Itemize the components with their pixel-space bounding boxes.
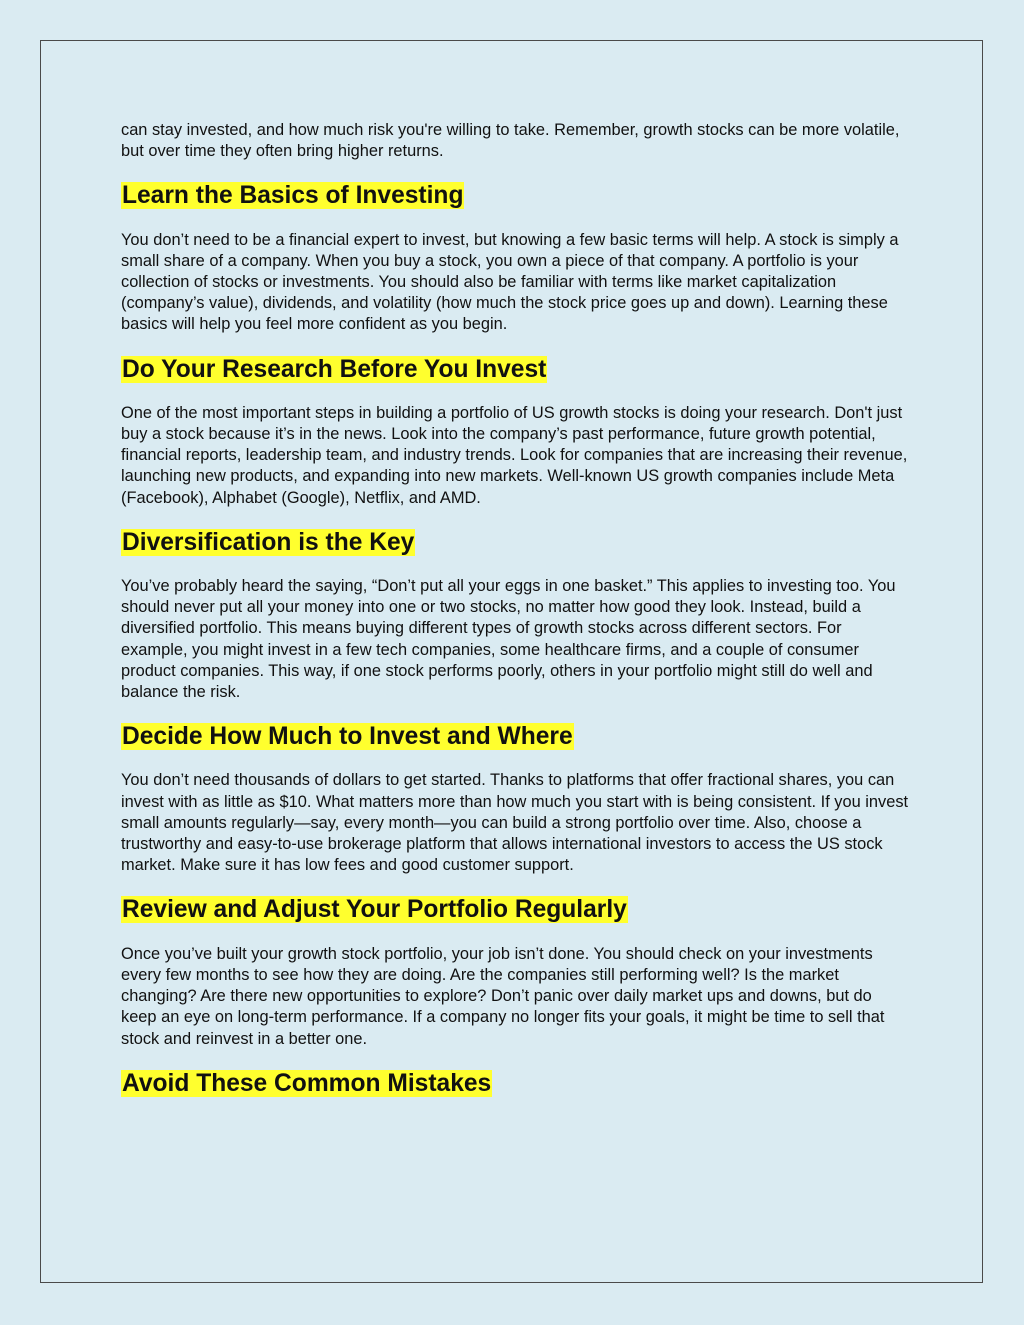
section-body-research: One of the most important steps in building a portfolio of US growth stocks is doing your research. Don't just buy a stock because it’s in the news. Look into the company’s past performance, future growth potential, financial reports, leadership team, and industry trends. Look for companies that are increasing their revenue, launching new products, and expanding into new markets. Well-known US growth companies include Meta (Facebook), Alphabet (Google), Netflix, and AMD. xyxy=(121,403,908,507)
document-body xyxy=(121,120,911,1117)
section-heading-review: Review and Adjust Your Portfolio Regularly xyxy=(122,896,627,924)
section-heading-research: Do Your Research Before You Invest xyxy=(122,355,547,383)
section-body-basics: You don’t need to be a financial expert to invest, but knowing a few basic terms will help. A stock is simply a small share of a company. When you buy a stock, you own a piece of that company. A portfolio is your collection of stocks or investments. You should also be familiar with terms like market capitalization (company’s value), dividends, and volatility (how much the stock price goes up and down). Learning these basics will help you feel more confident as you begin. xyxy=(121,230,899,334)
section-body-review: Once you’ve built your growth stock portfolio, your job isn’t done. You should check on your investments every few months to see how they are doing. Are the companies still performing well? Is the market changing? Are there new opportunities to explore? Don’t panic over daily market ups and downs, but do keep an eye on long-term performance. If a company no longer fits your goals, it might be time to sell that stock and reinvest in a better one. xyxy=(121,944,885,1048)
section-body-diversification: You’ve probably heard the saying, “Don’t put all your eggs in one basket.” This applies to investing too. You should never put all your money into one or two stocks, no matter how good they look. Instead, build a diversified portfolio. This means buying different types of growth stocks across different sectors. For example, you might invest in a few tech companies, some healthcare firms, and a couple of consumer product companies. This way, if one stock performs poorly, others in your portfolio might still do well and balance the risk. xyxy=(121,577,896,702)
section-heading-basics: Learn the Basics of Investing xyxy=(122,182,464,210)
section-heading-how-much: Decide How Much to Invest and Where xyxy=(122,723,573,751)
section-body-how-much: You don’t need thousands of dollars to get started. Thanks to platforms that offer fractional shares, you can invest with as little as $10. What matters more than how much you start with is being consistent. If you invest small amounts regularly—say, every month—you can build a strong portfolio over time. Also, choose a trustworthy and easy-to-use brokerage platform that allows international investors to access the US stock market. Make sure it has low fees and good customer support. xyxy=(121,771,909,875)
section-heading-diversification: Diversification is the Key xyxy=(122,528,415,556)
intro-paragraph: can stay invested, and how much risk you're willing to take. Remember, growth stocks can be more volatile, but over time they often bring higher returns. xyxy=(121,121,900,161)
section-heading-mistakes: Avoid These Common Mistakes xyxy=(122,1069,492,1097)
